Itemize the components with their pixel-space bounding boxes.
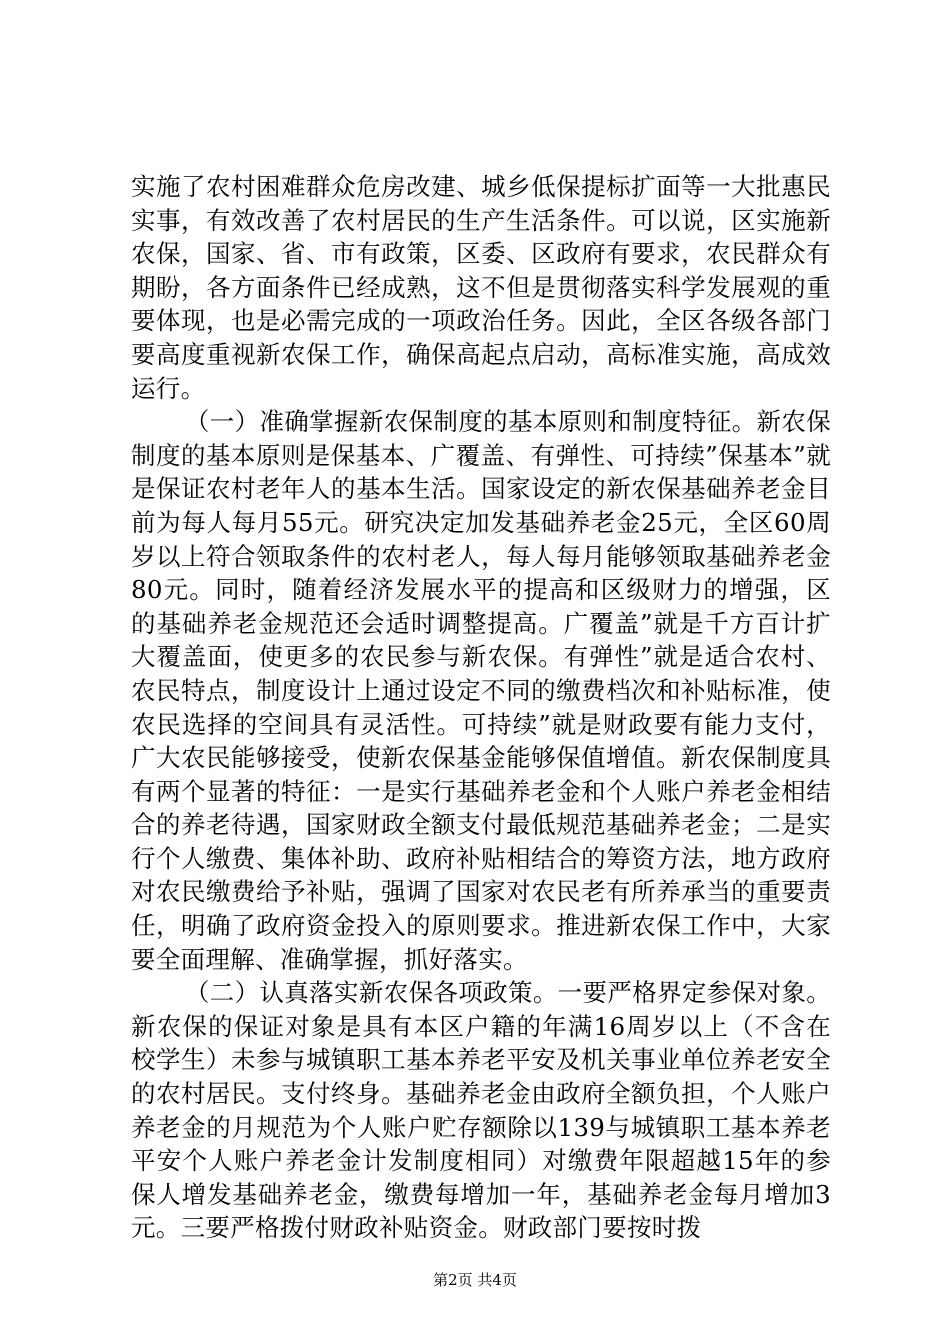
paragraph-section-one: （一）准确掌握新农保制度的基本原则和制度特征。新农保制度的基本原则是保基本、广覆盖、有弹性、可持续”保基本”就是保证农村老年人的基本生活。国家设定的新农保基础养老金目前为每人每月55元。研究决定加发基础养老金25元，全区60周岁以上符合领取条件的农村老人，每人每月能够领取基础养老金80元。同时，随着经济发展水平的提高和区级财力的增强，区的基础养老金规范还会适时调整提高。广覆盖”就是千方百计扩大覆盖面，使更多的农民参与新农保。有弹性”就是适合农村、农民特点，制度设计上通过设定不同的缴费档次和补贴标准，使农民选择的空间具有灵活性。可持续”就是财政要有能力支付，广大农民能够接受，使新农保基金能够保值增值。新农保制度具有两个显著的特征：一是实行基础养老金和个人账户养老金相结合的养老待遇，国家财政全额支付最低规范基础养老金；二是实行个人缴费、集体补助、政府补贴相结合的筹资方法，地方政府对农民缴费给予补贴，强调了国家对农民老有所养承当的重要责任，明确了政府资金投入的原则要求。推进新农保工作中，大家要全面理解、准确掌握，抓好落实。 bbox=[131, 407, 831, 974]
page-number-footer: 第2页 共4页 bbox=[433, 1271, 517, 1289]
document-body bbox=[131, 170, 831, 1245]
paragraph-section-two: （二）认真落实新农保各项政策。一要严格界定参保对象。新农保的保证对象是具有本区户籍的年满16周岁以上（不含在校学生）未参与城镇职工基本养老平安及机关事业单位养老安全的农村居民。支付终身。基础养老金由政府全额负担，个人账户养老金的月规范为个人账户贮存额除以139与城镇职工基本养老平安个人账户养老金计发制度相同）对缴费年限超越15年的参保人增发基础养老金，缴费每增加一年，基础养老金每月增加3元。三要严格拨付财政补贴资金。财政部门要按时拨 bbox=[131, 978, 831, 1243]
paragraph-continuation: 实施了农村困难群众危房改建、城乡低保提标扩面等一大批惠民实事，有效改善了农村居民的生产生活条件。可以说，区实施新农保，国家、省、市有政策，区委、区政府有要求，农民群众有期盼，各方面条件已经成熟，这不但是贯彻落实科学发展观的重要体现，也是必需完成的一项政治任务。因此，全区各级各部门要高度重视新农保工作，确保高起点启动，高标准实施，高成效运行。 bbox=[131, 172, 831, 403]
